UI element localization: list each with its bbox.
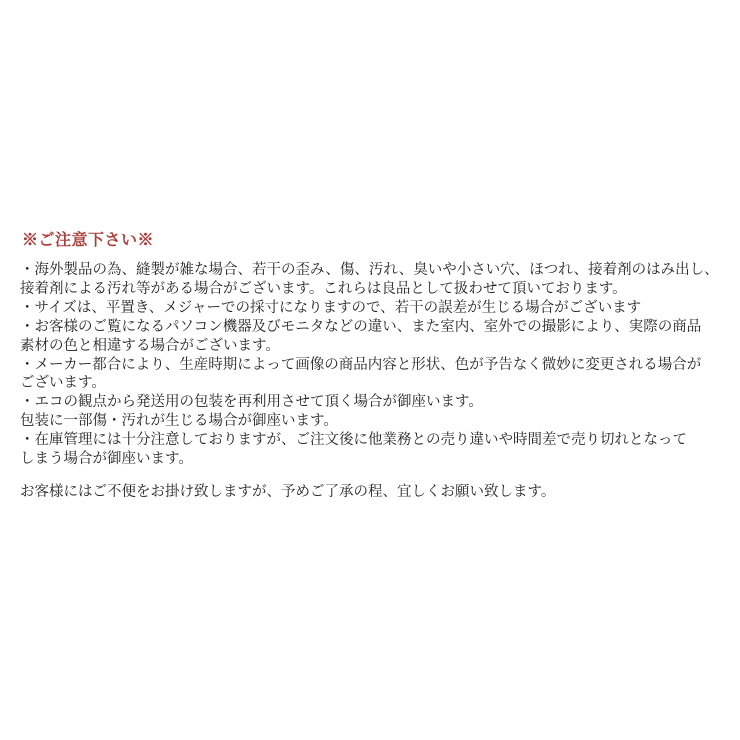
notice-line: ・在庫管理には十分注意しておりますが、ご注文後に他業務との売り違いや時間差で売り切れとなって xyxy=(20,432,687,449)
notice-line: 接着剤による汚れ等がある場合がございます。これらは良品として扱わせて頂いております。 xyxy=(20,280,627,297)
notice-line: ございます。 xyxy=(20,375,106,392)
notice-line: ・お客様のご覧になるパソコン機器及びモニタなどの違い、また室内、室外での撮影により、実際の商品 xyxy=(20,318,702,335)
notice-line: ・エコの観点から発送用の包装を再利用させて頂く場合が御座います。 xyxy=(20,394,483,411)
notice-footer: お客様にはご不便をお掛け致しますが、予めご了承の程、宜しくお願い致します。 xyxy=(20,483,556,500)
notice-body xyxy=(20,261,720,469)
notice-title: ※ご注意下さい※ xyxy=(22,232,155,249)
notice-line: 包装に一部傷・汚れが生じる場合が御座います。 xyxy=(20,413,338,430)
notice-line: 素材の色と相違する場合がございます。 xyxy=(20,337,280,354)
notice-line: ・海外製品の為、縫製が雑な場合、若干の歪み、傷、汚れ、臭いや小さい穴、ほつれ、接着剤のはみ出し、 xyxy=(20,262,719,278)
notice-line: ・サイズは、平置き、メジャーでの採寸になりますので、若干の誤差が生じる場合がございます xyxy=(20,299,642,316)
notice-panel xyxy=(20,231,720,502)
notice-line: ・メーカー都合により、生産時期によって画像の商品内容と形状、色が予告なく微妙に変更される場合が xyxy=(20,356,702,373)
notice-line: しまう場合が御座います。 xyxy=(20,451,193,468)
